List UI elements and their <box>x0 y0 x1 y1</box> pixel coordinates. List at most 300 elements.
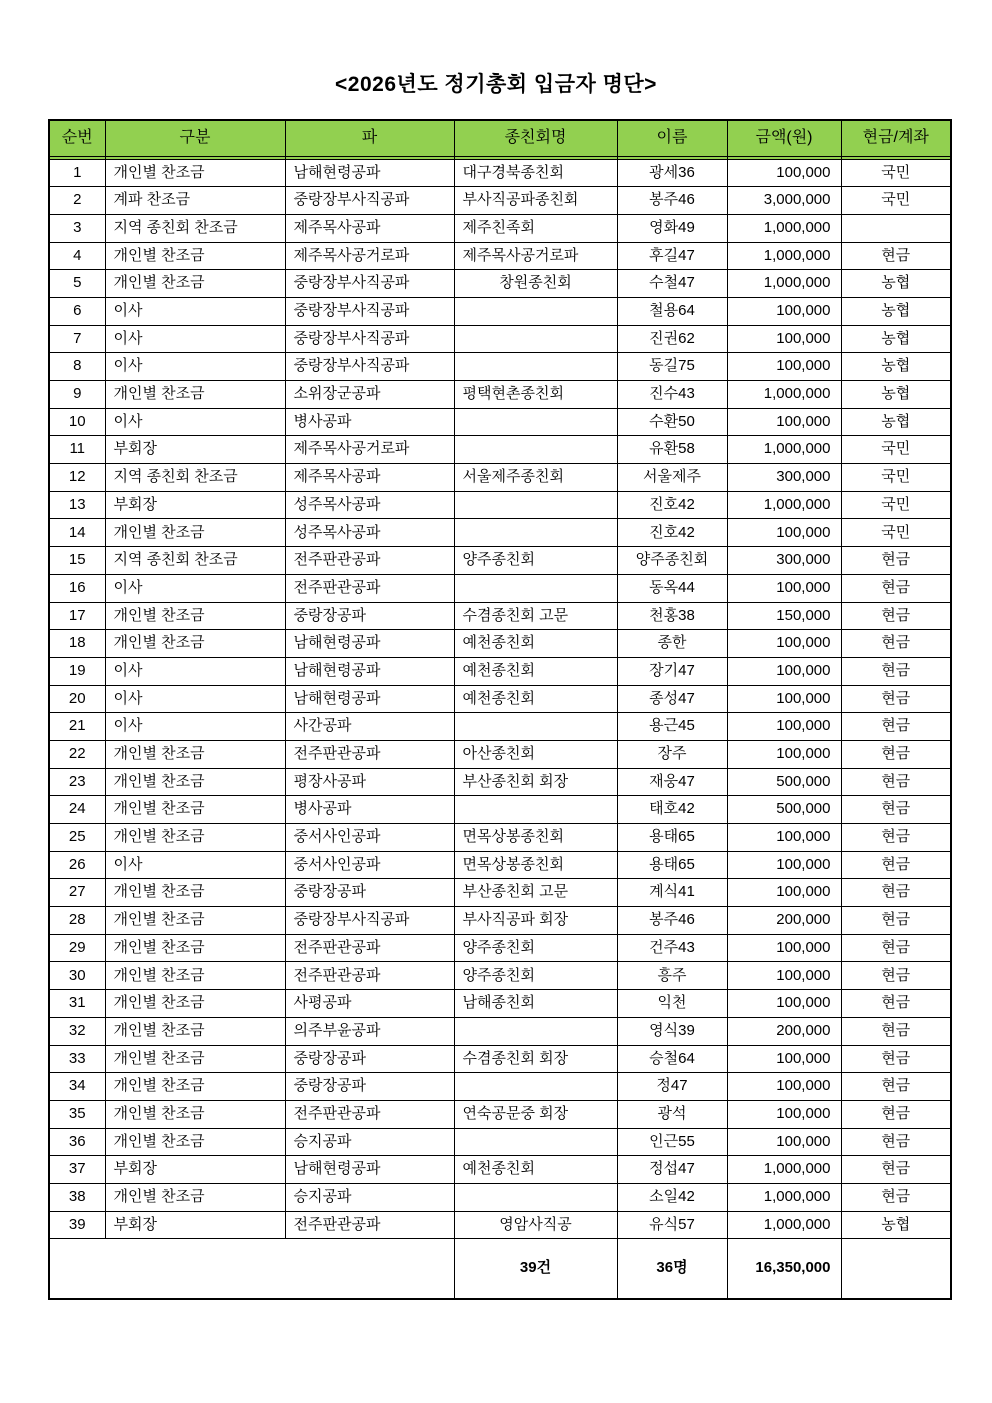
row-no-cell: 21 <box>49 713 105 741</box>
name-cell: 태호42 <box>617 796 727 824</box>
category-cell: 개인별 찬조금 <box>105 879 285 907</box>
category-cell: 개인별 찬조금 <box>105 740 285 768</box>
method-cell: 현금 <box>841 907 951 935</box>
amount-cell: 200,000 <box>727 1017 841 1045</box>
association-cell: 영암사직공 <box>454 1211 617 1239</box>
table-row <box>49 602 951 630</box>
table-row <box>49 491 951 519</box>
amount-cell: 1,000,000 <box>727 381 841 409</box>
table-row <box>49 214 951 242</box>
method-cell: 현금 <box>841 824 951 852</box>
table-row <box>49 270 951 298</box>
table-row <box>49 187 951 215</box>
row-no-cell: 17 <box>49 602 105 630</box>
category-cell: 이사 <box>105 408 285 436</box>
category-cell: 이사 <box>105 851 285 879</box>
name-cell: 유환58 <box>617 436 727 464</box>
table-row <box>49 519 951 547</box>
table-row <box>49 630 951 658</box>
name-cell: 용근45 <box>617 713 727 741</box>
amount-cell: 1,000,000 <box>727 270 841 298</box>
amount-cell: 100,000 <box>727 519 841 547</box>
name-cell: 광석 <box>617 1100 727 1128</box>
method-cell: 현금 <box>841 602 951 630</box>
category-cell: 부회장 <box>105 1211 285 1239</box>
amount-cell: 300,000 <box>727 464 841 492</box>
association-cell <box>454 1073 617 1101</box>
header-method: 현금/계좌 <box>841 120 951 156</box>
branch-cell: 전주판관공파 <box>285 740 454 768</box>
method-cell: 국민 <box>841 436 951 464</box>
method-cell: 농협 <box>841 408 951 436</box>
association-cell: 면목상봉종친회 <box>454 824 617 852</box>
association-cell <box>454 574 617 602</box>
header-branch: 파 <box>285 120 454 156</box>
amount-cell: 1,000,000 <box>727 242 841 270</box>
name-cell: 진호42 <box>617 519 727 547</box>
name-cell: 봉주46 <box>617 187 727 215</box>
amount-cell: 100,000 <box>727 325 841 353</box>
row-no-cell: 37 <box>49 1156 105 1184</box>
name-cell: 흥주 <box>617 962 727 990</box>
name-cell: 진권62 <box>617 325 727 353</box>
amount-cell: 1,000,000 <box>727 491 841 519</box>
category-cell: 이사 <box>105 657 285 685</box>
association-cell: 예천종친회 <box>454 685 617 713</box>
row-no-cell: 8 <box>49 353 105 381</box>
branch-cell: 사간공파 <box>285 713 454 741</box>
branch-cell: 성주목사공파 <box>285 519 454 547</box>
table-row <box>49 962 951 990</box>
name-cell: 재웅47 <box>617 768 727 796</box>
table-row <box>49 713 951 741</box>
name-cell: 장기47 <box>617 657 727 685</box>
row-no-cell: 2 <box>49 187 105 215</box>
association-cell: 수겸종친회 고문 <box>454 602 617 630</box>
table-row <box>49 879 951 907</box>
branch-cell: 중랑장부사직공파 <box>285 187 454 215</box>
branch-cell: 제주목사공파 <box>285 214 454 242</box>
method-cell: 현금 <box>841 1128 951 1156</box>
amount-cell: 100,000 <box>727 990 841 1018</box>
branch-cell: 제주목사공거로파 <box>285 436 454 464</box>
table-row <box>49 242 951 270</box>
category-cell: 이사 <box>105 297 285 325</box>
category-cell: 개인별 찬조금 <box>105 907 285 935</box>
header-category: 구분 <box>105 120 285 156</box>
association-cell: 대구경북종친회 <box>454 159 617 187</box>
row-no-cell: 23 <box>49 768 105 796</box>
row-no-cell: 4 <box>49 242 105 270</box>
branch-cell: 제주목사공거로파 <box>285 242 454 270</box>
row-no-cell: 24 <box>49 796 105 824</box>
branch-cell: 중랑장부사직공파 <box>285 297 454 325</box>
association-cell <box>454 519 617 547</box>
category-cell: 개인별 찬조금 <box>105 1073 285 1101</box>
method-cell: 현금 <box>841 934 951 962</box>
category-cell: 부회장 <box>105 1156 285 1184</box>
association-cell: 예천종친회 <box>454 657 617 685</box>
name-cell: 후길47 <box>617 242 727 270</box>
name-cell: 서울제주 <box>617 464 727 492</box>
branch-cell: 중랑장부사직공파 <box>285 353 454 381</box>
table-row <box>49 990 951 1018</box>
branch-cell: 남해현령공파 <box>285 1156 454 1184</box>
branch-cell: 소위장군공파 <box>285 381 454 409</box>
method-cell: 현금 <box>841 962 951 990</box>
category-cell: 이사 <box>105 685 285 713</box>
category-cell: 개인별 찬조금 <box>105 242 285 270</box>
branch-cell: 중서사인공파 <box>285 824 454 852</box>
amount-cell: 100,000 <box>727 962 841 990</box>
row-no-cell: 9 <box>49 381 105 409</box>
association-cell: 예천종친회 <box>454 1156 617 1184</box>
name-cell: 인근55 <box>617 1128 727 1156</box>
method-cell: 현금 <box>841 630 951 658</box>
category-cell: 개인별 찬조금 <box>105 962 285 990</box>
amount-cell: 100,000 <box>727 740 841 768</box>
category-cell: 지역 종친회 찬조금 <box>105 464 285 492</box>
branch-cell: 전주판관공파 <box>285 934 454 962</box>
branch-cell: 병사공파 <box>285 408 454 436</box>
amount-cell: 150,000 <box>727 602 841 630</box>
name-cell: 용태65 <box>617 851 727 879</box>
branch-cell: 중랑장부사직공파 <box>285 325 454 353</box>
category-cell: 개인별 찬조금 <box>105 824 285 852</box>
branch-cell: 평장사공파 <box>285 768 454 796</box>
table-row <box>49 325 951 353</box>
amount-cell: 100,000 <box>727 1128 841 1156</box>
row-no-cell: 3 <box>49 214 105 242</box>
header-association: 종친회명 <box>454 120 617 156</box>
table-row <box>49 796 951 824</box>
amount-cell: 100,000 <box>727 934 841 962</box>
table-row <box>49 851 951 879</box>
table-row <box>49 381 951 409</box>
category-cell: 개인별 찬조금 <box>105 270 285 298</box>
association-cell <box>454 713 617 741</box>
amount-cell: 100,000 <box>727 851 841 879</box>
table-row <box>49 907 951 935</box>
branch-cell: 남해현령공파 <box>285 685 454 713</box>
branch-cell: 사평공파 <box>285 990 454 1018</box>
association-cell <box>454 436 617 464</box>
category-cell: 개인별 찬조금 <box>105 1017 285 1045</box>
table-row <box>49 1183 951 1211</box>
row-no-cell: 29 <box>49 934 105 962</box>
branch-cell: 중랑장공파 <box>285 879 454 907</box>
row-no-cell: 30 <box>49 962 105 990</box>
header-name: 이름 <box>617 120 727 156</box>
row-no-cell: 11 <box>49 436 105 464</box>
table-row <box>49 1045 951 1073</box>
name-cell: 영화49 <box>617 214 727 242</box>
branch-cell: 의주부윤공파 <box>285 1017 454 1045</box>
category-cell: 개인별 찬조금 <box>105 1183 285 1211</box>
category-cell: 부회장 <box>105 436 285 464</box>
association-cell: 예천종친회 <box>454 630 617 658</box>
table-row <box>49 297 951 325</box>
header-no: 순번 <box>49 120 105 156</box>
category-cell: 부회장 <box>105 491 285 519</box>
method-cell <box>841 214 951 242</box>
method-cell: 현금 <box>841 740 951 768</box>
category-cell: 지역 종친회 찬조금 <box>105 547 285 575</box>
table-row <box>49 1073 951 1101</box>
row-no-cell: 6 <box>49 297 105 325</box>
totals-method-empty-cell <box>841 1239 951 1299</box>
association-cell: 평택현촌종친회 <box>454 381 617 409</box>
category-cell: 개인별 찬조금 <box>105 796 285 824</box>
row-no-cell: 22 <box>49 740 105 768</box>
name-cell: 동옥44 <box>617 574 727 602</box>
name-cell: 수철47 <box>617 270 727 298</box>
method-cell: 현금 <box>841 547 951 575</box>
row-no-cell: 5 <box>49 270 105 298</box>
totals-people: 36명 <box>617 1239 727 1299</box>
row-no-cell: 36 <box>49 1128 105 1156</box>
table-row <box>49 159 951 187</box>
table-row <box>49 824 951 852</box>
amount-cell: 300,000 <box>727 547 841 575</box>
association-cell: 남해종친회 <box>454 990 617 1018</box>
amount-cell: 1,000,000 <box>727 1211 841 1239</box>
association-cell <box>454 1017 617 1045</box>
category-cell: 이사 <box>105 574 285 602</box>
row-no-cell: 28 <box>49 907 105 935</box>
method-cell: 농협 <box>841 1211 951 1239</box>
row-no-cell: 1 <box>49 159 105 187</box>
category-cell: 지역 종친회 찬조금 <box>105 214 285 242</box>
association-cell: 면목상봉종친회 <box>454 851 617 879</box>
branch-cell: 중랑장공파 <box>285 1073 454 1101</box>
association-cell: 서울제주종친회 <box>454 464 617 492</box>
method-cell: 국민 <box>841 187 951 215</box>
category-cell: 개인별 찬조금 <box>105 381 285 409</box>
association-cell: 수겸종친회 회장 <box>454 1045 617 1073</box>
category-cell: 개인별 찬조금 <box>105 630 285 658</box>
amount-cell: 100,000 <box>727 1045 841 1073</box>
row-no-cell: 25 <box>49 824 105 852</box>
row-no-cell: 35 <box>49 1100 105 1128</box>
table-row <box>49 1211 951 1239</box>
table-row <box>49 934 951 962</box>
association-cell: 제주친족회 <box>454 214 617 242</box>
association-cell <box>454 297 617 325</box>
category-cell: 개인별 찬조금 <box>105 1128 285 1156</box>
branch-cell: 전주판관공파 <box>285 547 454 575</box>
table-row <box>49 464 951 492</box>
method-cell: 농협 <box>841 381 951 409</box>
category-cell: 계파 찬조금 <box>105 187 285 215</box>
name-cell: 철용64 <box>617 297 727 325</box>
row-no-cell: 32 <box>49 1017 105 1045</box>
method-cell: 현금 <box>841 1183 951 1211</box>
name-cell: 승철64 <box>617 1045 727 1073</box>
association-cell <box>454 1183 617 1211</box>
amount-cell: 100,000 <box>727 1073 841 1101</box>
association-cell: 부산종친회 고문 <box>454 879 617 907</box>
header-amount: 금액(원) <box>727 120 841 156</box>
totals-empty-cell <box>49 1239 454 1299</box>
name-cell: 진수43 <box>617 381 727 409</box>
row-no-cell: 16 <box>49 574 105 602</box>
row-no-cell: 14 <box>49 519 105 547</box>
table-row <box>49 408 951 436</box>
branch-cell: 전주판관공파 <box>285 1211 454 1239</box>
amount-cell: 100,000 <box>727 713 841 741</box>
method-cell: 농협 <box>841 353 951 381</box>
row-no-cell: 38 <box>49 1183 105 1211</box>
name-cell: 종한 <box>617 630 727 658</box>
category-cell: 개인별 찬조금 <box>105 1100 285 1128</box>
amount-cell: 100,000 <box>727 353 841 381</box>
table-row <box>49 547 951 575</box>
association-cell <box>454 491 617 519</box>
association-cell <box>454 796 617 824</box>
name-cell: 용태65 <box>617 824 727 852</box>
table-row <box>49 768 951 796</box>
amount-cell: 100,000 <box>727 1100 841 1128</box>
association-cell: 양주종친회 <box>454 934 617 962</box>
row-no-cell: 34 <box>49 1073 105 1101</box>
method-cell: 농협 <box>841 297 951 325</box>
row-no-cell: 27 <box>49 879 105 907</box>
amount-cell: 100,000 <box>727 159 841 187</box>
table-row <box>49 1128 951 1156</box>
name-cell: 진호42 <box>617 491 727 519</box>
method-cell: 국민 <box>841 519 951 547</box>
table-row <box>49 1100 951 1128</box>
branch-cell: 전주판관공파 <box>285 1100 454 1128</box>
name-cell: 수환50 <box>617 408 727 436</box>
category-cell: 개인별 찬조금 <box>105 934 285 962</box>
method-cell: 현금 <box>841 1100 951 1128</box>
association-cell <box>454 353 617 381</box>
amount-cell: 100,000 <box>727 824 841 852</box>
branch-cell: 승지공파 <box>285 1128 454 1156</box>
association-cell: 아산종친회 <box>454 740 617 768</box>
category-cell: 개인별 찬조금 <box>105 602 285 630</box>
row-no-cell: 13 <box>49 491 105 519</box>
totals-amount: 16,350,000 <box>727 1239 841 1299</box>
branch-cell: 병사공파 <box>285 796 454 824</box>
name-cell: 천홍38 <box>617 602 727 630</box>
table-row <box>49 436 951 464</box>
method-cell: 현금 <box>841 1073 951 1101</box>
row-no-cell: 33 <box>49 1045 105 1073</box>
row-no-cell: 12 <box>49 464 105 492</box>
row-no-cell: 39 <box>49 1211 105 1239</box>
amount-cell: 100,000 <box>727 657 841 685</box>
category-cell: 개인별 찬조금 <box>105 1045 285 1073</box>
method-cell: 국민 <box>841 491 951 519</box>
branch-cell: 중랑장공파 <box>285 1045 454 1073</box>
method-cell: 현금 <box>841 685 951 713</box>
amount-cell: 100,000 <box>727 574 841 602</box>
table-row <box>49 657 951 685</box>
table-row <box>49 574 951 602</box>
amount-cell: 100,000 <box>727 408 841 436</box>
category-cell: 개인별 찬조금 <box>105 159 285 187</box>
amount-cell: 1,000,000 <box>727 436 841 464</box>
method-cell: 현금 <box>841 1017 951 1045</box>
amount-cell: 500,000 <box>727 768 841 796</box>
method-cell: 현금 <box>841 242 951 270</box>
method-cell: 현금 <box>841 796 951 824</box>
branch-cell: 중랑장부사직공파 <box>285 270 454 298</box>
amount-cell: 100,000 <box>727 630 841 658</box>
page-title: <2026년도 정기총회 입금자 명단> <box>335 73 657 96</box>
totals-count: 39건 <box>454 1239 617 1299</box>
amount-cell: 3,000,000 <box>727 187 841 215</box>
amount-cell: 100,000 <box>727 297 841 325</box>
table-row <box>49 1017 951 1045</box>
depositor-table <box>48 119 952 1300</box>
amount-cell: 1,000,000 <box>727 1183 841 1211</box>
row-no-cell: 26 <box>49 851 105 879</box>
amount-cell: 1,000,000 <box>727 1156 841 1184</box>
row-no-cell: 18 <box>49 630 105 658</box>
association-cell <box>454 325 617 353</box>
name-cell: 소일42 <box>617 1183 727 1211</box>
table-row <box>49 353 951 381</box>
branch-cell: 중서사인공파 <box>285 851 454 879</box>
branch-cell: 중랑장공파 <box>285 602 454 630</box>
name-cell: 동길75 <box>617 353 727 381</box>
method-cell: 현금 <box>841 574 951 602</box>
name-cell: 장주 <box>617 740 727 768</box>
row-no-cell: 10 <box>49 408 105 436</box>
branch-cell: 제주목사공파 <box>285 464 454 492</box>
association-cell <box>454 1128 617 1156</box>
amount-cell: 500,000 <box>727 796 841 824</box>
association-cell <box>454 408 617 436</box>
name-cell: 정섭47 <box>617 1156 727 1184</box>
row-no-cell: 7 <box>49 325 105 353</box>
totals-row <box>49 1239 951 1299</box>
association-cell: 연숙공문중 회장 <box>454 1100 617 1128</box>
category-cell: 개인별 찬조금 <box>105 990 285 1018</box>
category-cell: 개인별 찬조금 <box>105 768 285 796</box>
association-cell: 부사직공파 회장 <box>454 907 617 935</box>
method-cell: 현금 <box>841 990 951 1018</box>
table-body <box>49 159 951 1239</box>
branch-cell: 남해현령공파 <box>285 159 454 187</box>
association-cell: 부산종친회 회장 <box>454 768 617 796</box>
amount-cell: 1,000,000 <box>727 214 841 242</box>
name-cell: 광세36 <box>617 159 727 187</box>
method-cell: 농협 <box>841 325 951 353</box>
method-cell: 현금 <box>841 657 951 685</box>
name-cell: 유식57 <box>617 1211 727 1239</box>
name-cell: 종성47 <box>617 685 727 713</box>
amount-cell: 200,000 <box>727 907 841 935</box>
row-no-cell: 15 <box>49 547 105 575</box>
method-cell: 현금 <box>841 713 951 741</box>
method-cell: 현금 <box>841 879 951 907</box>
method-cell: 국민 <box>841 464 951 492</box>
association-cell: 제주목사공거로파 <box>454 242 617 270</box>
branch-cell: 성주목사공파 <box>285 491 454 519</box>
branch-cell: 전주판관공파 <box>285 574 454 602</box>
name-cell: 계식41 <box>617 879 727 907</box>
category-cell: 개인별 찬조금 <box>105 519 285 547</box>
method-cell: 농협 <box>841 270 951 298</box>
association-cell: 양주종친회 <box>454 547 617 575</box>
method-cell: 현금 <box>841 1156 951 1184</box>
table-row <box>49 685 951 713</box>
